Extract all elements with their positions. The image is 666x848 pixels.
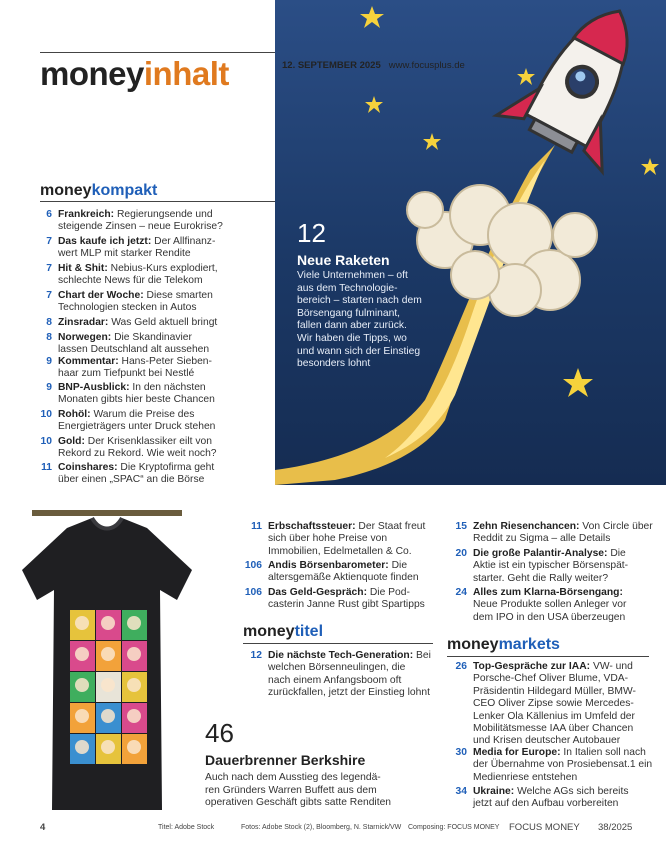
item-text: Aktie ist ein typischer Börsenspät- — [473, 560, 629, 572]
item-text: Die — [607, 548, 626, 559]
hero-title: Neue Raketen — [297, 252, 390, 268]
page-number: 8 — [46, 317, 52, 328]
titel-rule — [243, 643, 433, 644]
item-text: lassen Deutschland alt aussehen — [58, 344, 210, 356]
page-number: 8 — [46, 332, 52, 343]
item-text: Lenker Ola Källenius im Umfeld der — [473, 710, 635, 722]
item-headline: Media for Europe: — [473, 747, 561, 758]
page-number: 20 — [455, 548, 467, 559]
page-number: 11 — [251, 521, 262, 532]
item-text: wert MLP mit starker Rendite — [58, 248, 191, 260]
list-item[interactable] — [240, 587, 455, 612]
list-item[interactable] — [445, 661, 660, 749]
list-item[interactable] — [445, 548, 660, 585]
page-number: 11 — [41, 462, 52, 473]
item-text: Hans-Peter Sieben- — [118, 356, 212, 367]
list-item[interactable] — [240, 560, 455, 585]
tshirt-illustration — [12, 510, 202, 820]
item-text: Die Skandinavier — [111, 332, 192, 343]
kompakt-rule — [40, 201, 275, 202]
item-text: Warum die Preise des — [90, 409, 195, 420]
item-text: Energieträgers unter Druck stehen — [58, 421, 216, 433]
feature-tshirt-image[interactable] — [12, 510, 202, 820]
item-headline: Gold: — [58, 436, 85, 447]
item-text: Der Allfinanz- — [151, 236, 216, 247]
item-text: zurückfallen, jetzt der Einstieg lohnt — [268, 687, 430, 699]
item-text: Der Staat freut — [355, 521, 426, 532]
item-headline: Top-Gespräche zur IAA: — [473, 661, 591, 672]
list-item[interactable] — [30, 209, 275, 234]
item-text: Monaten gibts hier beste Chancen — [58, 394, 215, 406]
fotos-credit: Fotos: Adobe Stock (2), Bloomberg, N. Starnick/VW — [241, 824, 402, 831]
masthead — [40, 55, 229, 93]
item-text: steigende Zinsen – neue Eurokrise? — [58, 221, 223, 233]
issue-number: 38/2025 — [598, 822, 633, 833]
page-number: 10 — [40, 409, 52, 420]
item-headline: Erbschaftssteuer: — [268, 521, 356, 532]
item-text: haar zum Tiefpunkt bei Nestlé — [58, 368, 195, 380]
hero-body: Viele Unternehmen – oft aus dem Technologie-bereich – starten nach dem Börsengang fulminant, fallen dann aber zurück. Wir haben die Tipps, wo und wann sich der Einstieg besonders lohnt — [297, 270, 422, 370]
composing-credit: Composing: FOCUS MONEY — [408, 824, 500, 831]
section-money-prefix: money — [243, 623, 295, 640]
item-headline: Zehn Riesenchancen: — [473, 521, 580, 532]
item-text: Präsidentin Hildegard Müller, BMW- — [473, 685, 636, 697]
list-item[interactable] — [30, 356, 275, 381]
item-headline: Zinsradar: — [58, 317, 109, 328]
list-item[interactable] — [445, 786, 660, 811]
item-text: schlechte News für die Telekom — [58, 275, 203, 287]
section-kompakt-title — [40, 182, 157, 200]
item-text: Technologien stecken in Autos — [58, 302, 197, 314]
page-number: 26 — [455, 661, 467, 672]
item-text: casterin Janne Rust gibt Spartipps — [268, 599, 425, 611]
page-number: 9 — [46, 382, 52, 393]
item-text: über einen „SPAC“ an die Börse — [58, 474, 205, 486]
item-text: Immobilien, Edelmetallen & Co. — [268, 545, 412, 557]
item-text: Von Circle über — [579, 521, 653, 532]
feature-title[interactable]: Dauerbrenner Berkshire — [205, 752, 366, 768]
hero-page-number: 12 — [297, 218, 326, 248]
page-number: 106 — [244, 587, 262, 598]
item-headline: Ukraine: — [473, 786, 515, 797]
item-text: starter. Geht die Rally weiter? — [473, 572, 609, 584]
item-text: Bei — [413, 650, 431, 661]
list-item[interactable] — [30, 382, 275, 407]
item-text: Medienriese entstehen — [473, 771, 578, 783]
item-headline: Chart der Woche: — [58, 290, 144, 301]
rocket-illustration — [275, 0, 666, 485]
item-text: Reddit zu Sigma – alle Details — [473, 533, 611, 545]
star-icon — [641, 158, 659, 175]
list-item[interactable] — [240, 521, 455, 558]
item-text: In den nächsten — [129, 382, 206, 393]
item-text: Regierungsende und — [114, 209, 213, 220]
page-number: 24 — [455, 587, 467, 598]
item-headline: Andis Börsenbarometer: — [268, 560, 389, 571]
page-number: 9 — [46, 356, 52, 367]
list-item[interactable] — [30, 263, 275, 288]
item-text: Rekord zu Rekord. Wie weit noch? — [58, 448, 217, 460]
titel-credit: Titel: Adobe Stock — [158, 824, 215, 831]
item-headline: Die große Palantir-Analyse: — [473, 548, 608, 559]
item-text: CEO Oliver Zipse sowie Mercedes- — [473, 698, 634, 710]
item-text: altersgemäße Aktienquote finden — [268, 572, 419, 584]
masthead-money: money — [40, 55, 144, 92]
page-number: 7 — [46, 290, 52, 301]
page-number-footer: 4 — [40, 822, 46, 833]
section-money-prefix: money — [40, 182, 92, 199]
item-text: Diese smarten — [143, 290, 213, 301]
page-number: 7 — [46, 263, 52, 274]
list-item[interactable] — [445, 587, 660, 624]
page-number: 6 — [46, 209, 52, 220]
item-headline: Das Geld-Gespräch: — [268, 587, 367, 598]
star-icon — [423, 133, 441, 150]
item-headline: Die nächste Tech-Generation: — [268, 650, 414, 661]
page-number: 15 — [455, 521, 467, 532]
list-item[interactable] — [30, 290, 275, 315]
item-headline: Hit & Shit: — [58, 263, 108, 274]
list-item[interactable] — [240, 650, 455, 700]
list-item[interactable] — [30, 462, 275, 487]
page-number: 7 — [46, 236, 52, 247]
item-text: sich über hohe Preise von — [268, 533, 388, 545]
item-text: Porsche-Chef Oliver Blume, VDA- — [473, 673, 629, 685]
item-text: Mobilitätsmesse IAA über Chancen — [473, 723, 634, 735]
list-item[interactable] — [30, 236, 275, 261]
item-headline: Das kaufe ich jetzt: — [58, 236, 152, 247]
issue-date: 12. SEPTEMBER 2025 — [282, 60, 381, 71]
page-number: 10 — [40, 436, 52, 447]
item-text: nach einem Anfangsboom oft — [268, 674, 402, 686]
website-url[interactable]: www.focusplus.de — [388, 60, 465, 71]
section-kompakt-label: kompakt — [91, 182, 158, 199]
item-text: VW- und — [590, 661, 633, 672]
item-headline: Norwegen: — [58, 332, 112, 343]
star-icon — [365, 96, 383, 113]
page-number: 106 — [244, 560, 262, 571]
item-text: Welche AGs sich bereits — [514, 786, 629, 797]
section-titel-title — [243, 623, 323, 641]
list-item[interactable] — [30, 332, 275, 357]
star-icon — [563, 368, 593, 397]
item-headline: BNP-Ausblick: — [58, 382, 130, 393]
item-headline: Rohöl: — [58, 409, 91, 420]
hero-rocket-image[interactable] — [275, 0, 666, 485]
star-icon — [360, 6, 384, 28]
list-item[interactable] — [30, 317, 275, 330]
item-text: Was Geld aktuell bringt — [108, 317, 218, 328]
item-text: Die Pod- — [367, 587, 410, 598]
item-text: Der Krisenklassiker eilt von — [84, 436, 212, 447]
markets-rule — [447, 656, 649, 657]
item-text: welchen Börsenneulingen, die — [268, 662, 406, 674]
section-money-prefix: money — [447, 636, 499, 653]
page-number: 12 — [250, 650, 262, 661]
list-item[interactable] — [30, 436, 275, 461]
item-text: Die — [388, 560, 408, 571]
dateline — [282, 60, 465, 71]
item-text: In Italien soll nach — [560, 747, 646, 758]
page-number: 34 — [455, 786, 467, 797]
feature-body: Auch nach dem Ausstieg des legendä-ren Gründers Warren Buffett aus dem operativen Geschäft gibts satte Renditen — [205, 772, 392, 809]
masthead-inhalt: inhalt — [143, 55, 229, 92]
list-item[interactable] — [445, 521, 660, 546]
item-text: und Krisen deutscher Autobauer — [473, 735, 621, 747]
item-text: Die Kryptofirma geht — [117, 462, 215, 473]
star-icon — [517, 68, 535, 85]
item-headline: Kommentar: — [58, 356, 119, 367]
magazine-name: FOCUS MONEY — [509, 822, 580, 833]
item-text: Nebius-Kurs explodiert, — [107, 263, 218, 274]
section-markets-label: markets — [498, 636, 560, 653]
item-text: der Übernahme von Prosiebensat.1 ein — [473, 759, 653, 771]
section-markets-title — [447, 636, 560, 654]
section-titel-label: titel — [294, 623, 324, 640]
item-headline: Frankreich: — [58, 209, 115, 220]
feature-page-number: 46 — [205, 718, 234, 748]
list-item[interactable] — [30, 409, 275, 434]
top-rule — [40, 52, 275, 53]
page-number: 30 — [455, 747, 467, 758]
item-text: jetzt auf den Aufbau vorbereiten — [473, 798, 619, 810]
list-item[interactable] — [445, 747, 660, 784]
item-headline: Coinshares: — [58, 462, 118, 473]
item-text: dem IPO in den USA überzeugen — [473, 611, 626, 623]
item-headline: Alles zum Klarna-Börsengang: — [473, 587, 623, 598]
item-text: Neue Produkte sollen Anleger vor — [473, 599, 627, 611]
